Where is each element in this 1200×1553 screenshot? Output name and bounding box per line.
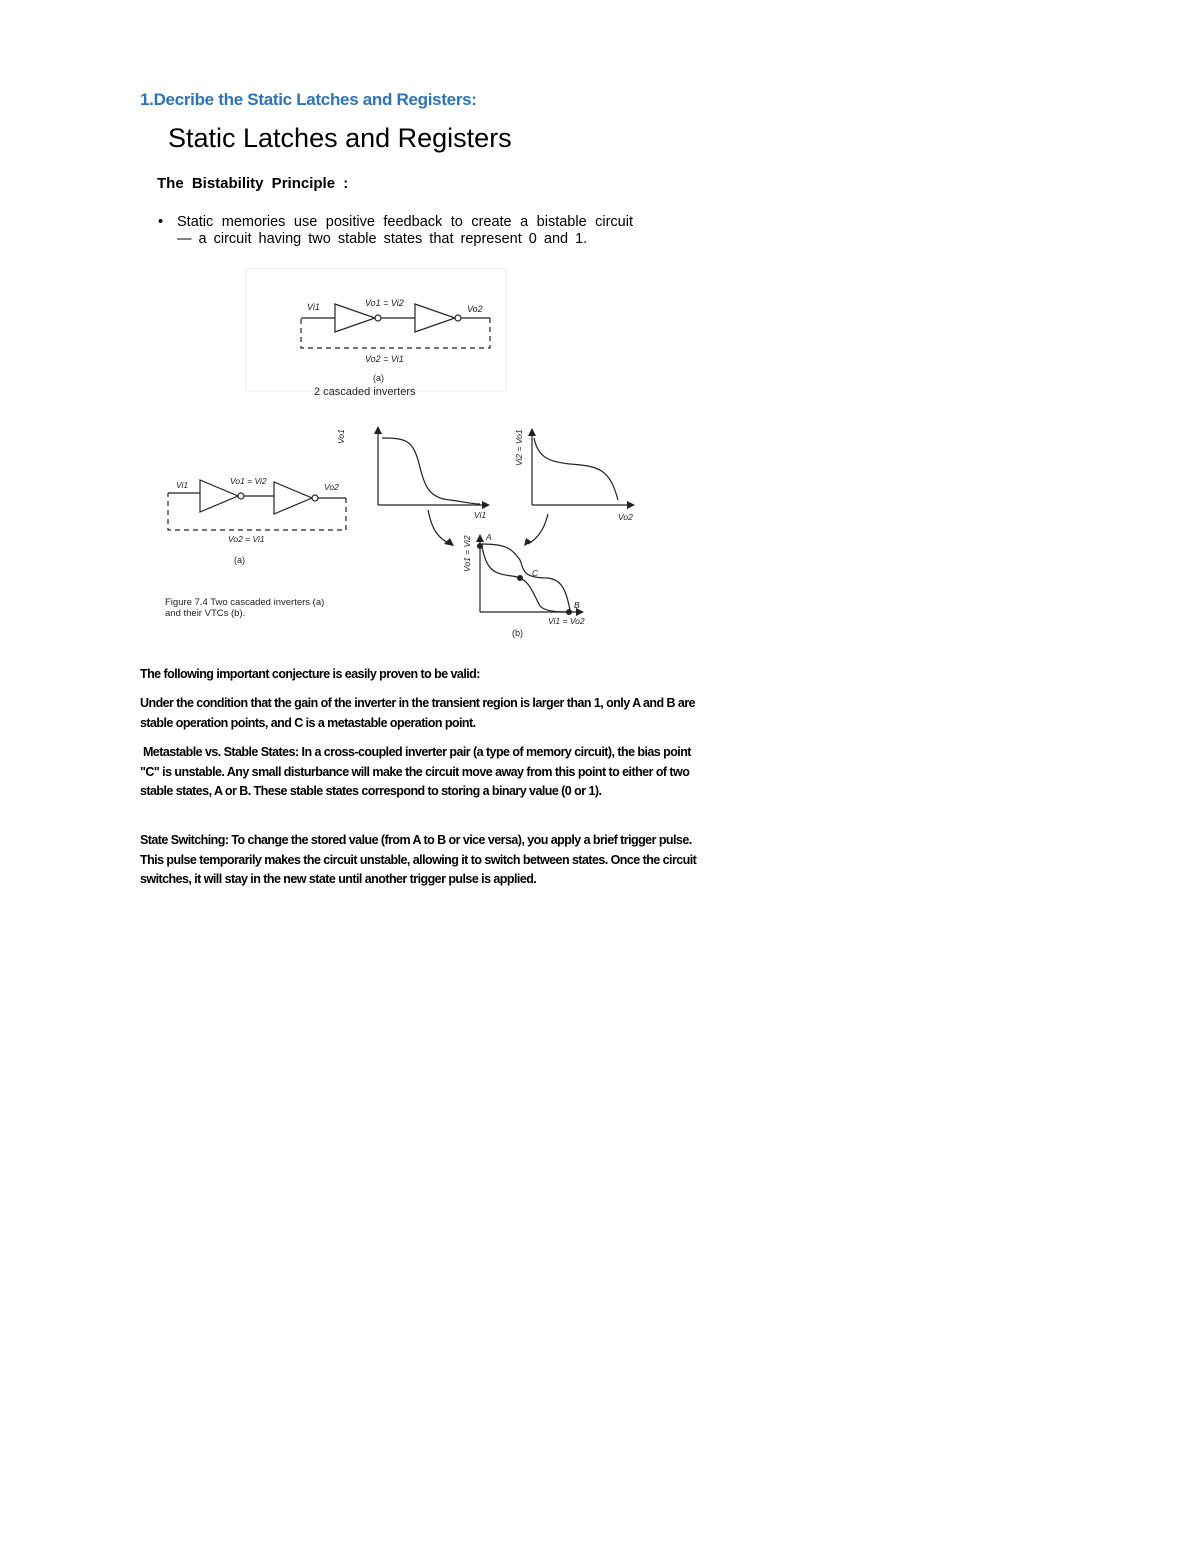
combined-x-axis: Vi1 = Vo2 — [548, 616, 585, 626]
paragraph-conjecture: The following important conjecture is easily proven to be valid: — [140, 667, 480, 681]
metastable-lead: Metastable vs. Stable States: — [142, 745, 299, 759]
combined-y-axis: Vo1 = Vi2 — [462, 535, 472, 572]
b-label-vin: Vi1 — [176, 480, 189, 490]
figure-a-caption: 2 cascaded inverters — [314, 386, 416, 398]
vtc2-y-axis: Vi2 = Vo1 — [514, 429, 524, 466]
figure-b-caption-line2: and their VTCs (b). — [165, 608, 246, 619]
cascaded-inverters-diagram — [245, 268, 507, 392]
label-feedback: Vo2 = Vi1 — [365, 354, 404, 364]
figure-b-sub-left: (a) — [234, 555, 245, 565]
bullet-text: Static memories use positive feedback to create a bistable circuit — a circuit having two stable states that represent 0 and 1. — [177, 214, 633, 247]
vtc1-y-axis: Vo1 — [336, 429, 346, 444]
b-label-out: Vo2 — [324, 482, 339, 492]
slide-title: Static Latches and Registers — [168, 123, 512, 153]
b-label-feedback: Vo2 = Vi1 — [228, 534, 265, 544]
vtc1-x-axis: Vi1 — [474, 510, 487, 520]
figure-b-caption — [165, 597, 385, 619]
slide-subheading: The Bistability Principle : — [157, 175, 349, 192]
switching-body: To change the stored value (from A to B or vice versa), you apply a brief trigger pulse. This pulse temporarily makes the circuit unstable, allowing it to switch between states. Once the circuit switches, it will stay in the new state until another trigger pulse is applied. — [140, 833, 697, 886]
point-a-label: A — [486, 532, 492, 542]
figure-b-caption-line1: Figure 7.4 Two cascaded inverters (a) — [165, 597, 325, 608]
paragraph-metastable — [140, 743, 700, 802]
paragraph-condition: Under the condition that the gain of the inverter in the transient region is larger than 1, only A and B are stable operation points, and C is a metastable operation point. — [140, 696, 696, 730]
point-c-label: C — [532, 568, 539, 578]
vtc2-x-axis: Vo2 — [618, 512, 633, 522]
metastable-body: In a cross-coupled inverter pair (a type of memory circuit), the bias point "C" is unstable. Any small disturbance will make the circuit move away from this point to either of two stable states, A or B. These stable states correspond to storing a binary value (0 or 1). — [140, 745, 691, 798]
slide-bullet — [158, 214, 633, 247]
section-heading: 1.Decribe the Static Latches and Registers: — [140, 90, 477, 109]
figure-b-sub-right: (b) — [512, 628, 523, 638]
label-vin: Vi1 — [307, 302, 320, 312]
figure-a-sub: (a) — [373, 373, 384, 383]
switching-lead: State Switching: — [140, 833, 229, 847]
paragraph-switching — [140, 831, 700, 890]
label-out: Vo2 — [467, 304, 483, 314]
b-label-mid: Vo1 = Vi2 — [230, 476, 267, 486]
label-mid: Vo1 = Vi2 — [365, 298, 404, 308]
point-b-label: B — [574, 600, 580, 610]
bullet-icon: • — [158, 214, 164, 230]
